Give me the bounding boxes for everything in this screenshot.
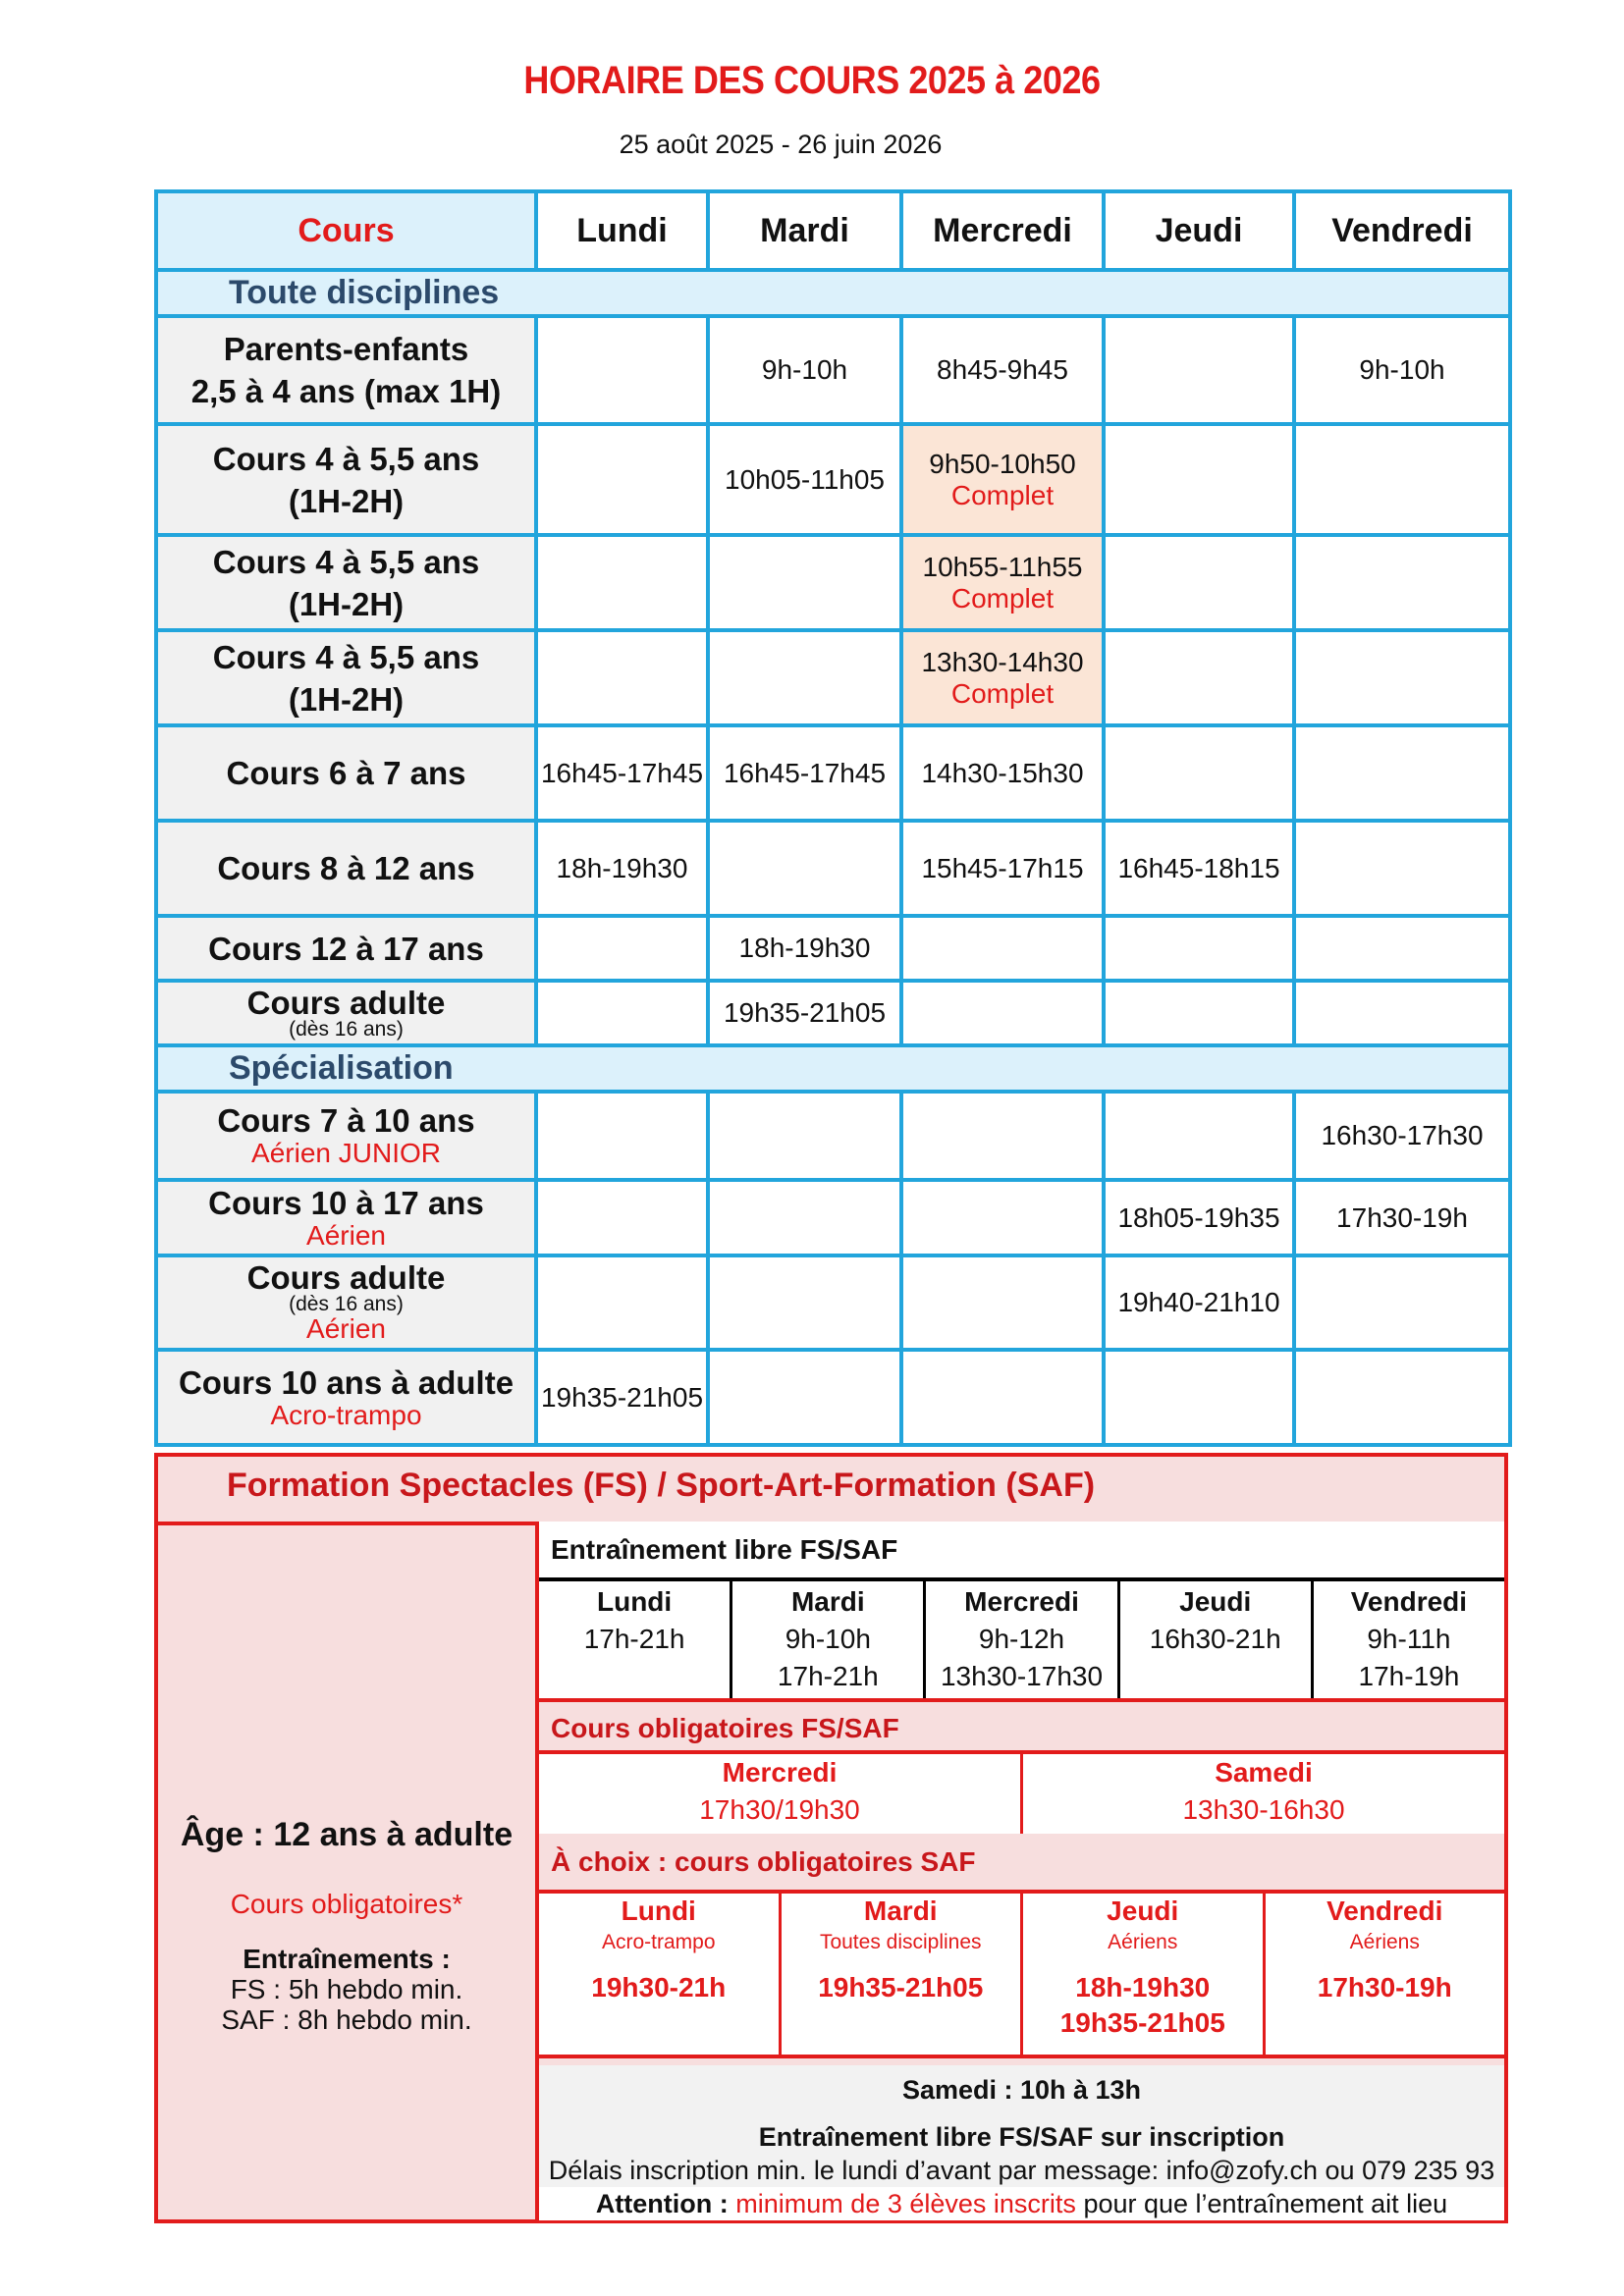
- cell: [536, 1180, 708, 1255]
- row-label: Cours 10 ans à adulte Acro-trampo: [156, 1350, 536, 1445]
- cell: 17h30-19h: [1294, 1180, 1510, 1255]
- cell: [1294, 981, 1510, 1045]
- libre-mardi: Mardi 9h-10h 17h-21h: [730, 1581, 923, 1702]
- table-row: [156, 981, 1510, 1045]
- libre-grid: [539, 1577, 1504, 1702]
- choix-lundi: Lundi Acro-trampo 19h30-21h: [591, 1896, 727, 2002]
- table-row: [156, 1255, 1510, 1350]
- cell: 16h45-17h45: [708, 725, 901, 821]
- cell: [1294, 1350, 1510, 1445]
- table-row: [156, 1180, 1510, 1255]
- cell: 16h45-18h15: [1104, 821, 1294, 916]
- cell: [536, 316, 708, 424]
- cell: [1104, 424, 1294, 535]
- row-label: Cours 6 à 7 ans: [156, 725, 536, 821]
- cell: 16h30-17h30: [1294, 1092, 1510, 1180]
- header-vendredi: Vendredi: [1294, 191, 1510, 270]
- cell: [1104, 981, 1294, 1045]
- cell: [536, 916, 708, 981]
- fs-left-panel: [158, 1525, 535, 2219]
- cell: 9h-10h: [708, 316, 901, 424]
- cell: [536, 535, 708, 630]
- cell: [708, 535, 901, 630]
- cell: [1104, 630, 1294, 725]
- cell: 16h45-17h45: [536, 725, 708, 821]
- cell: [1104, 1350, 1294, 1445]
- delais-line: Délais inscription min. le lundi d’avant par message: info@zofy.ch ou 079 235 93: [548, 2156, 1495, 2185]
- table-row: [156, 821, 1510, 916]
- libre-mercredi: Mercredi 9h-12h 13h30-17h30: [923, 1581, 1116, 1702]
- header-jeudi: Jeudi: [1104, 191, 1294, 270]
- cell: [536, 630, 708, 725]
- cell: [536, 981, 708, 1045]
- cell: [1104, 535, 1294, 630]
- choix-grid: [539, 1890, 1504, 2058]
- cell: 14h30-15h30: [901, 725, 1104, 821]
- row-label: Cours 8 à 12 ans: [156, 821, 536, 916]
- header-lundi: Lundi: [536, 191, 708, 270]
- choix-jeudi: Jeudi Aériens 18h-19h30 19h35-21h05: [1020, 1894, 1263, 2055]
- cell-complet: 10h55-11h55 Complet: [901, 535, 1104, 630]
- libre-title: Entraînement libre FS/SAF: [539, 1522, 1504, 1577]
- table-row: [156, 1092, 1510, 1180]
- table-row: [156, 535, 1510, 630]
- samedi-line: Samedi : 10h à 13h: [901, 2075, 1142, 2105]
- cell: [1104, 1092, 1294, 1180]
- row-label: Cours adulte (dès 16 ans): [156, 981, 536, 1045]
- table-row: [156, 725, 1510, 821]
- row-label: Cours 4 à 5,5 ans (1H-2H): [156, 535, 536, 630]
- table-header: [156, 191, 1510, 270]
- cell: [1104, 725, 1294, 821]
- cell: 18h-19h30: [708, 916, 901, 981]
- table-row: [156, 316, 1510, 424]
- row-label: Cours adulte (dès 16 ans) Aérien: [156, 1255, 536, 1350]
- libre-lundi: Lundi 17h-21h: [583, 1586, 685, 1654]
- cell: [536, 424, 708, 535]
- cell: [901, 1092, 1104, 1180]
- cell: 19h35-21h05: [708, 981, 901, 1045]
- cell: [708, 1350, 901, 1445]
- cell: [708, 1180, 901, 1255]
- cell: 10h05-11h05: [708, 424, 901, 535]
- oblig-mercredi: Mercredi 17h30/19h30: [699, 1757, 860, 1825]
- header-mardi: Mardi: [708, 191, 901, 270]
- cell: [708, 630, 901, 725]
- cell: 9h-10h: [1294, 316, 1510, 424]
- cell: [1294, 725, 1510, 821]
- oblig-title: Cours obligatoires FS/SAF: [539, 1698, 1504, 1750]
- schedule-table: [154, 189, 1512, 1447]
- cell-complet: 13h30-14h30 Complet: [901, 630, 1104, 725]
- cell: 18h05-19h35: [1104, 1180, 1294, 1255]
- cell: 19h35-21h05: [536, 1350, 708, 1445]
- cell: [1104, 316, 1294, 424]
- header-mercredi: Mercredi: [901, 191, 1104, 270]
- fs-bottom-info: [539, 2065, 1504, 2219]
- section-toutes-disciplines: Toute disciplines: [156, 270, 1510, 316]
- oblig-samedi: Samedi 13h30-16h30: [1020, 1754, 1504, 1838]
- cell: [901, 1350, 1104, 1445]
- cell: 15h45-17h15: [901, 821, 1104, 916]
- cell: [708, 1092, 901, 1180]
- libre-jeudi: Jeudi 16h30-21h: [1117, 1581, 1311, 1702]
- table-row: [156, 1350, 1510, 1445]
- cell: [708, 1255, 901, 1350]
- table-row: [156, 424, 1510, 535]
- fs-cours-obligatoires: Cours obligatoires*: [230, 1889, 463, 1919]
- cell: [1294, 535, 1510, 630]
- attention-line: Attention : minimum de 3 élèves inscrits pour que l’entraînement ait lieu: [539, 2187, 1504, 2220]
- cell: 18h-19h30: [536, 821, 708, 916]
- cell-complet: 9h50-10h50 Complet: [901, 424, 1104, 535]
- table-row: [156, 916, 1510, 981]
- choix-vendredi: Vendredi Aériens 17h30-19h: [1263, 1894, 1505, 2055]
- cell: [536, 1255, 708, 1350]
- row-label: Cours 12 à 17 ans: [156, 916, 536, 981]
- cell: [1104, 916, 1294, 981]
- cell: [708, 821, 901, 916]
- inscription-title: Entraînement libre FS/SAF sur inscription: [758, 2122, 1285, 2152]
- cell: [901, 1180, 1104, 1255]
- header-cours: Cours: [156, 191, 536, 270]
- cell: [1294, 916, 1510, 981]
- fs-saf-section: [154, 1453, 1508, 2223]
- libre-vendredi: Vendredi 9h-11h 17h-19h: [1311, 1581, 1504, 1702]
- fs-right-panel: [535, 1522, 1504, 2219]
- cell: 19h40-21h10: [1104, 1255, 1294, 1350]
- page-title: HORAIRE DES COURS 2025 à 2026: [523, 59, 1101, 102]
- cell: [1294, 821, 1510, 916]
- cell: [901, 916, 1104, 981]
- page-subtitle: 25 août 2025 - 26 juin 2026: [619, 130, 943, 159]
- cell: [901, 981, 1104, 1045]
- cell: [901, 1255, 1104, 1350]
- choix-mardi: Mardi Toutes disciplines 19h35-21h05: [779, 1894, 1021, 2055]
- row-label: Cours 4 à 5,5 ans (1H-2H): [156, 630, 536, 725]
- fs-age: Âge : 12 ans à adulte: [180, 1816, 514, 1853]
- cell: [1294, 1255, 1510, 1350]
- row-label: Cours 7 à 10 ans Aérien JUNIOR: [156, 1092, 536, 1180]
- fs-entrainements: Entraînements : FS : 5h hebdo min. SAF : 8h hebdo min.: [221, 1944, 472, 2035]
- choix-title: À choix : cours obligatoires SAF: [539, 1834, 1504, 1890]
- row-label: Parents-enfants 2,5 à 4 ans (max 1H): [156, 316, 536, 424]
- cell: 8h45-9h45: [901, 316, 1104, 424]
- row-label: Cours 10 à 17 ans Aérien: [156, 1180, 536, 1255]
- cell: [536, 1092, 708, 1180]
- row-label: Cours 4 à 5,5 ans (1H-2H): [156, 424, 536, 535]
- table-row: [156, 630, 1510, 725]
- fs-saf-title: Formation Spectacles (FS) / Sport-Art-Formation (SAF): [227, 1467, 1096, 1504]
- cell: [1294, 630, 1510, 725]
- oblig-grid: [539, 1750, 1504, 1842]
- cell: [1294, 424, 1510, 535]
- section-specialisation: Spécialisation: [156, 1045, 1510, 1092]
